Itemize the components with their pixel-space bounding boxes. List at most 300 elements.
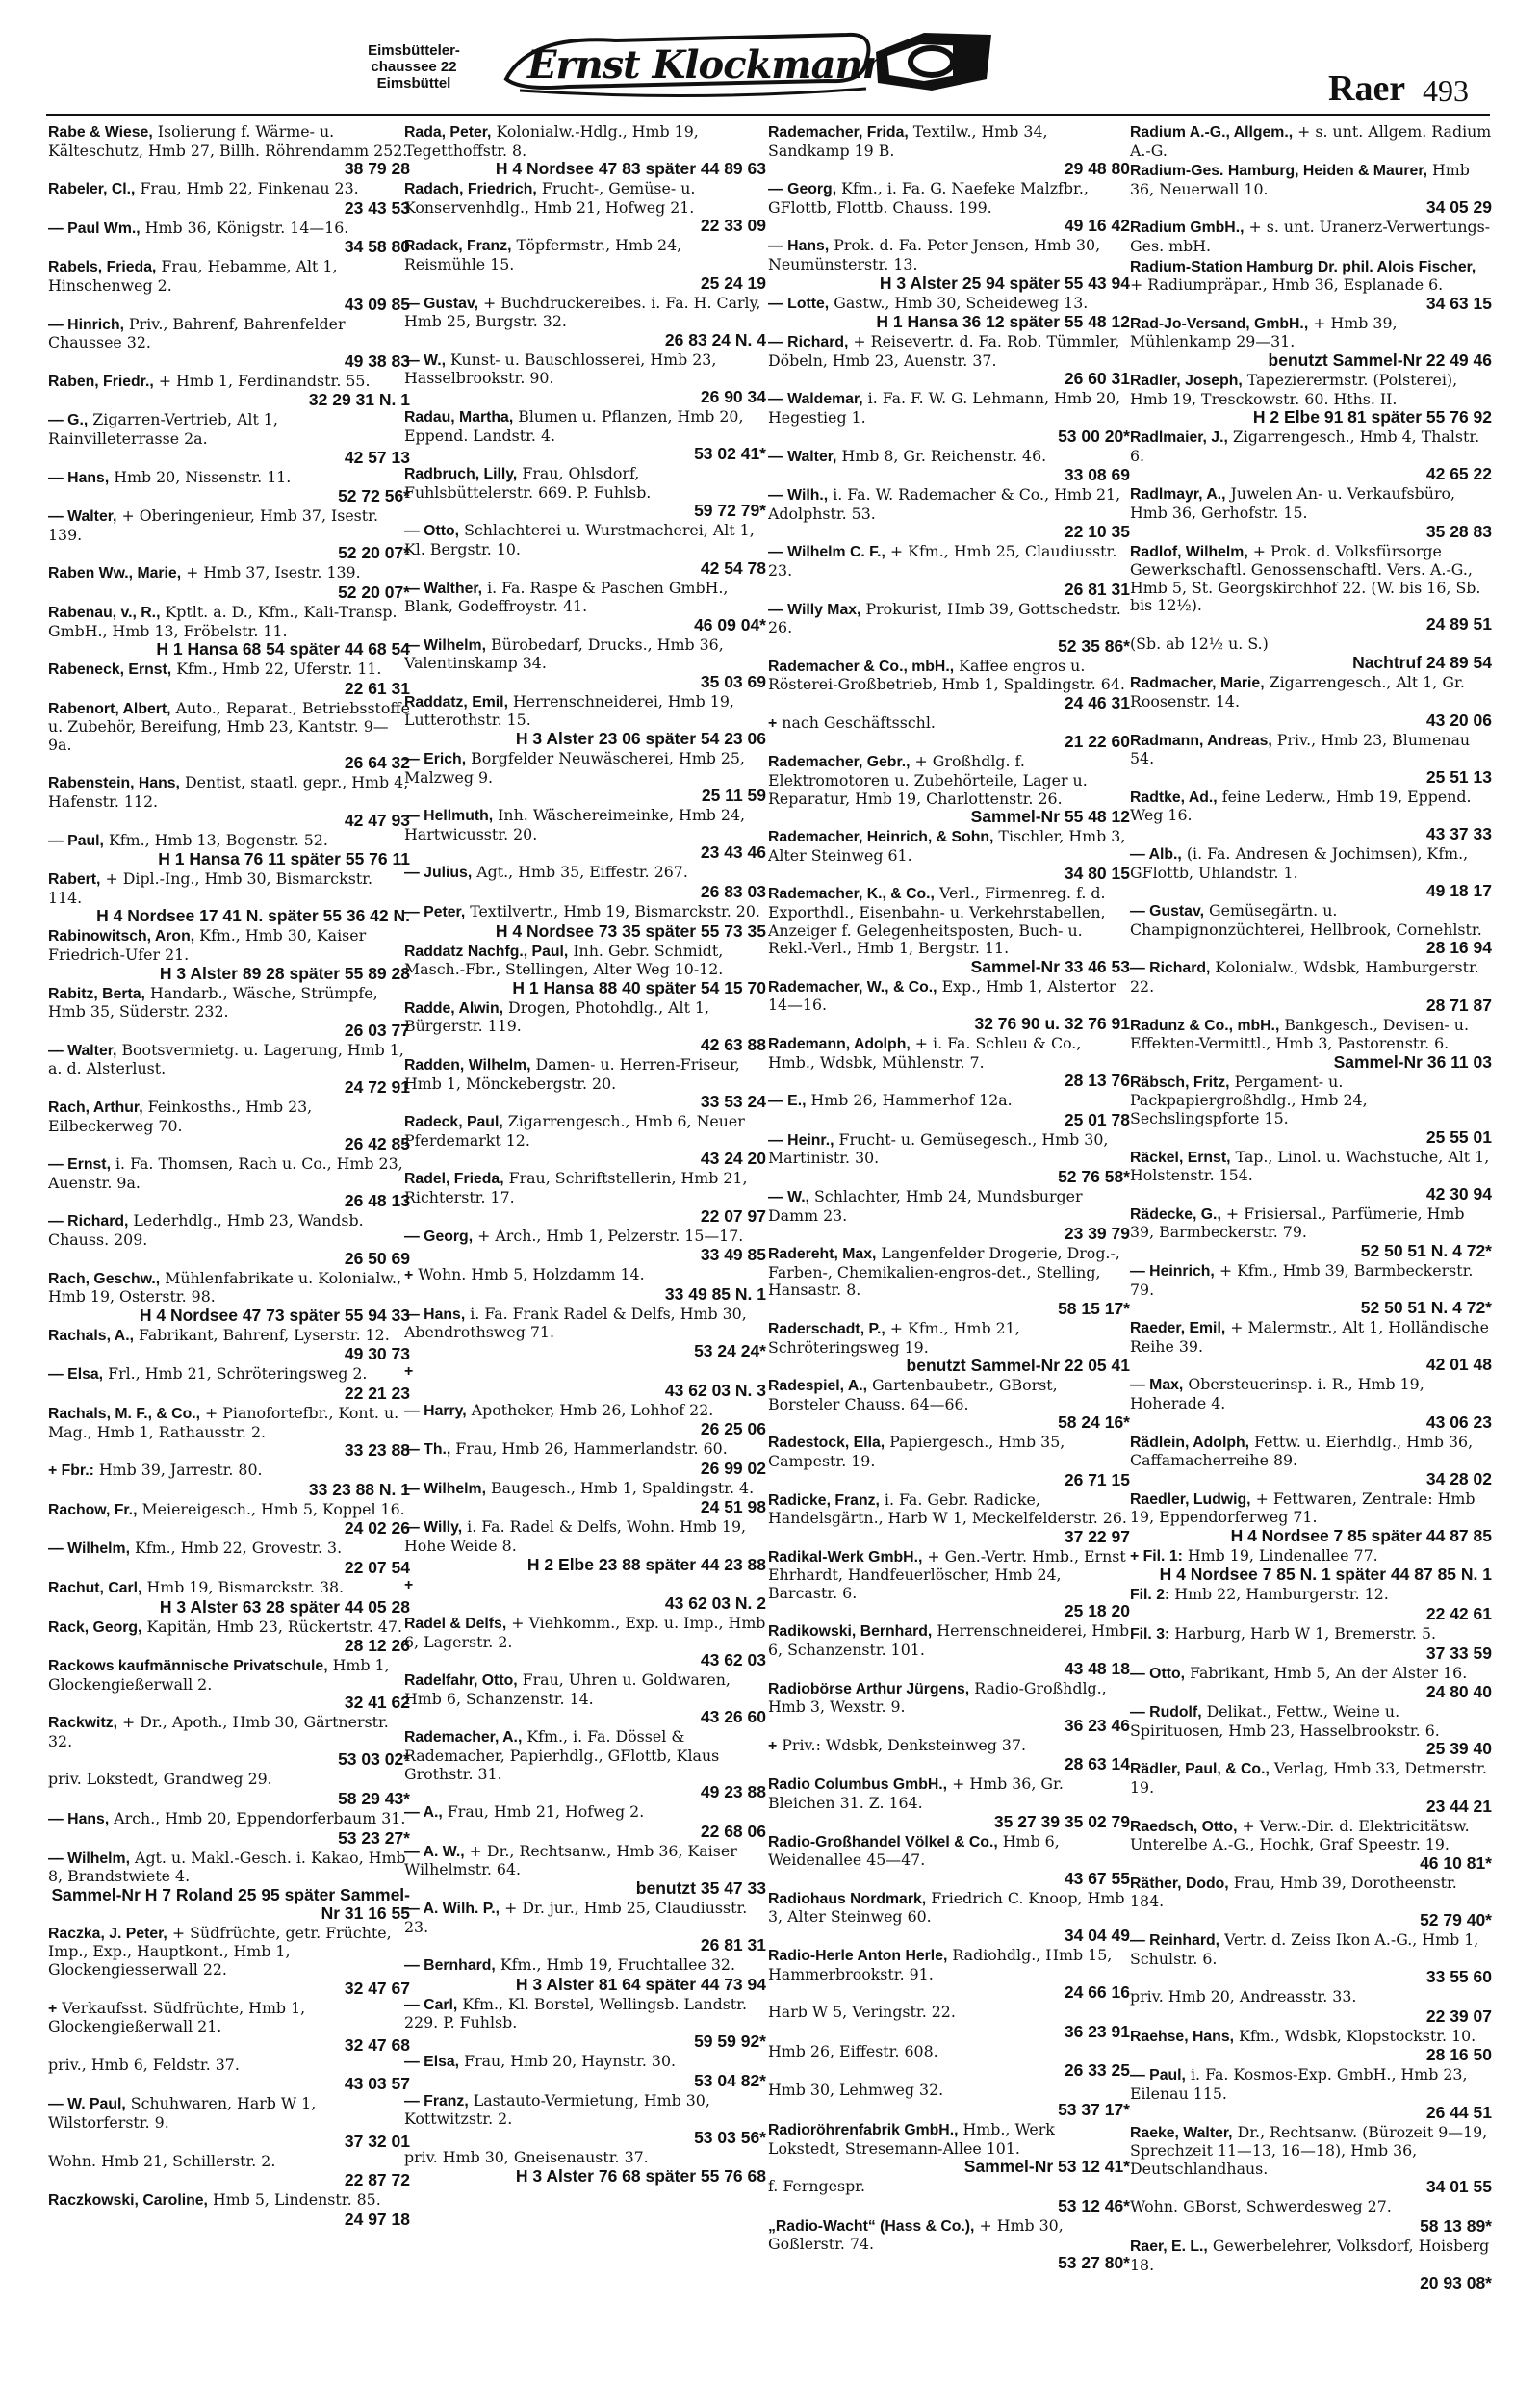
directory-entry bbox=[404, 1615, 766, 1669]
entry-details: Frau, Schriftstellerin, Hmb 21, Richterstr. 17. bbox=[404, 1169, 748, 1206]
entry-details: + Oberingenieur, Hmb 37, Isestr. 139. bbox=[48, 506, 378, 544]
entry-phone: 52 35 86* bbox=[1058, 635, 1130, 656]
entry-name: Raer, E. L., bbox=[1130, 2238, 1208, 2255]
entry-phone: 42 54 78 bbox=[700, 557, 766, 578]
entry-name: Rackows kaufmännische Privatschule, bbox=[48, 1658, 328, 1675]
entry-name: Radium-Station Hamburg Dr. phil. Alois Fischer, bbox=[1130, 258, 1476, 275]
entry-details: + Dr. jur., Hmb 25, Claudiusstr. 23. bbox=[404, 1899, 748, 1936]
entry-phone: 22 33 09 bbox=[700, 216, 766, 236]
directory-entry bbox=[768, 2121, 1130, 2176]
directory-entry bbox=[404, 903, 766, 941]
directory-entry bbox=[404, 1843, 766, 1898]
entry-phone: Sammel-Nr 55 48 12 bbox=[970, 807, 1130, 827]
directory-entry bbox=[1130, 2238, 1492, 2292]
entry-name: Radmacher, Marie, bbox=[1130, 675, 1265, 692]
entry-phone: H 3 Alster 23 06 später 54 23 06 bbox=[515, 729, 766, 749]
entry-phone: 25 11 59 bbox=[701, 786, 766, 806]
directory-entry bbox=[1130, 1319, 1492, 1374]
entry-details: + Hmb 30, Goßlerstr. 74. bbox=[768, 2215, 1064, 2254]
entry-details: Kfm., Hmb 22, Grovestr. 3. bbox=[135, 1539, 343, 1558]
entry-name: + Fil. 1: bbox=[1130, 1547, 1183, 1565]
directory-entry bbox=[48, 2191, 410, 2229]
directory-entry bbox=[48, 1771, 410, 1808]
entry-name: Radeck, Paul, bbox=[404, 1114, 503, 1131]
entry-details: i. Fa. Thomsen, Rach u. Co., Hmb 23, Auenstr. 9a. bbox=[48, 1154, 403, 1192]
entry-details: Juwelen An- u. Verkaufsbüro, Hmb 36, Gerhofstr. 15. bbox=[1130, 484, 1456, 522]
directory-entry bbox=[48, 985, 410, 1040]
entry-details: i. Fa. Radel & Delfs, Wohn. Hmb 19, Hohe Weide 8. bbox=[404, 1517, 747, 1555]
entry-name: Radestock, Ella, bbox=[768, 1435, 886, 1452]
entry-name: — Gustav, bbox=[1130, 903, 1204, 920]
advertiser-address bbox=[346, 42, 481, 91]
entry-phone: H 1 Hansa 76 11 später 55 76 11 bbox=[158, 849, 410, 869]
entry-name: — Hans, bbox=[768, 238, 830, 255]
entry-phone: 25 51 13 bbox=[1425, 766, 1492, 787]
entry-details: Inh. Gebr. Schmidt, Masch.-Fbr., Stellingen, Alter Weg 10-12. bbox=[404, 941, 724, 979]
entry-details: + Kfm., Hmb 39, Barmbeckerstr. 79. bbox=[1130, 1260, 1474, 1299]
entry-name: — Ernst, bbox=[48, 1156, 111, 1174]
directory-entry bbox=[1130, 485, 1492, 540]
entry-phone: 25 39 40 bbox=[1425, 1739, 1492, 1759]
entry-name: Radler, Joseph, bbox=[1130, 372, 1243, 389]
entry-name: Radioröhrenfabrik GmbH., bbox=[768, 2121, 959, 2138]
entry-phone: 52 20 07* bbox=[338, 582, 410, 602]
entry-name: Rademacher, A., bbox=[404, 1729, 523, 1747]
directory-entry bbox=[48, 927, 410, 982]
entry-phone: 53 27 80* bbox=[1058, 2252, 1130, 2272]
entry-phone: 42 63 88 bbox=[700, 1035, 766, 1054]
entry-name: Raehse, Hans, bbox=[1130, 2028, 1234, 2045]
entry-details: + Verw.-Dir. d. Elektricitätsw. Unterelbe A.-G., Hochk, Graf Speestr. 19. bbox=[1130, 1816, 1470, 1854]
entry-details: Vertr. d. Zeiss Ikon A.-G., Hmb 1, Schulstr. 6. bbox=[1130, 1930, 1479, 1968]
entry-details: Zigarren-Vertrieb, Alt 1, Rainvilleterrasse 2a. bbox=[48, 410, 278, 448]
entry-phone: 43 03 57 bbox=[344, 2074, 410, 2094]
entry-phone: 53 23 27* bbox=[338, 1827, 410, 1848]
directory-entry bbox=[404, 580, 766, 634]
directory-entry bbox=[768, 978, 1130, 1033]
directory-entry bbox=[768, 2178, 1130, 2215]
directory-entry bbox=[48, 1270, 410, 1325]
entry-phone: 22 21 23 bbox=[344, 1383, 410, 1403]
directory-entry bbox=[768, 2004, 1130, 2041]
entry-name: — Max, bbox=[1130, 1377, 1184, 1394]
entry-details: f. Ferngespr. bbox=[768, 2177, 866, 2196]
entry-name: — Walter, bbox=[48, 1042, 117, 1059]
directory-entry bbox=[404, 123, 766, 178]
entry-name: — Wilhelm, bbox=[48, 1540, 130, 1558]
entry-phone: 22 07 97 bbox=[700, 1205, 766, 1226]
entry-details: + Arch., Hmb 1, Pelzerstr. 15—17. bbox=[477, 1226, 744, 1245]
directory-entry bbox=[48, 1925, 410, 1998]
directory-entry bbox=[1130, 1665, 1492, 1702]
entry-phone: 59 59 92* bbox=[694, 2032, 766, 2051]
entry-name: Rädlein, Adolph, bbox=[1130, 1434, 1250, 1451]
directory-entry bbox=[404, 1671, 766, 1726]
entry-details: Hmb 6, Weidenallee 45—47. bbox=[768, 1831, 1060, 1870]
entry-phone: 53 03 56* bbox=[694, 2127, 766, 2147]
entry-details: Frau, Uhren u. Goldwaren, Hmb 6, Schanzenstr. 14. bbox=[404, 1670, 731, 1708]
entry-name: Raderschadt, P., bbox=[768, 1320, 886, 1337]
entry-phone: 28 13 76 bbox=[1064, 1071, 1130, 1091]
entry-name: Rabinowitsch, Aron, bbox=[48, 928, 195, 945]
entry-phone: Sammel-Nr 36 11 03 bbox=[1333, 1051, 1492, 1072]
entry-name: — Carl, bbox=[404, 1996, 458, 2013]
entry-name: Radlof, Wilhelm, bbox=[1130, 543, 1248, 560]
directory-entry bbox=[768, 543, 1130, 598]
directory-entry bbox=[404, 295, 766, 349]
entry-name: Raczka, J. Peter, bbox=[48, 1925, 167, 1942]
entry-phone: 25 55 01 bbox=[1425, 1126, 1492, 1147]
entry-name: Radio Columbus GmbH., bbox=[768, 1776, 948, 1794]
entry-details: Schlachterei u. Wurstmacherei, Alt 1, Kl. Bergstr. 10. bbox=[404, 521, 755, 558]
directory-entry bbox=[404, 351, 766, 406]
directory-entry bbox=[1130, 543, 1492, 634]
directory-entry bbox=[768, 1548, 1130, 1621]
entry-phone: 26 50 69 bbox=[344, 1248, 410, 1268]
entry-phone: Sammel-Nr 53 12 41* bbox=[963, 2157, 1130, 2177]
entry-details: + Reisevertr. d. Fa. Rob. Tümmler, Döbeln, Hmb 23, Auenstr. 37. bbox=[768, 332, 1120, 370]
entry-name: Radlmayr, A., bbox=[1130, 486, 1226, 504]
directory-entry bbox=[404, 2092, 766, 2147]
directory-entry bbox=[768, 1775, 1130, 1830]
entry-details: Fabrikant, Bahrenf, Lyserstr. 12. bbox=[139, 1325, 390, 1344]
directory-entry bbox=[768, 1188, 1130, 1243]
entry-phone: 42 30 94 bbox=[1425, 1183, 1492, 1204]
entry-phone: H 4 Nordsee 7 85 später 44 87 85 bbox=[1230, 1525, 1492, 1545]
directory-entry bbox=[404, 1402, 766, 1439]
entry-phone: 32 29 31 N. 1 bbox=[308, 390, 410, 410]
directory-entry bbox=[768, 1622, 1130, 1677]
directory-entry bbox=[404, 1266, 766, 1304]
entry-phone: 22 68 06 bbox=[700, 1821, 766, 1841]
directory-column-3 bbox=[768, 123, 1130, 2395]
directory-entry bbox=[404, 465, 766, 520]
entry-details: Pergament- u. Packpapiergroßhdlg., Hmb 24, Sechslingspforte 15. bbox=[1130, 1072, 1368, 1127]
directory-entry bbox=[404, 943, 766, 997]
entry-phone: 49 23 88 bbox=[700, 1782, 766, 1802]
directory-entry bbox=[1130, 2198, 1492, 2236]
entry-phone: 49 30 73 bbox=[344, 1344, 410, 1364]
entry-details: Frl., Hmb 21, Schröteringsweg 2. bbox=[108, 1364, 368, 1384]
entry-phone: 37 22 97 bbox=[1064, 1526, 1130, 1546]
entry-phone: 58 29 43* bbox=[338, 1789, 410, 1809]
entry-phone: 58 15 17* bbox=[1058, 1298, 1130, 1318]
entry-phone: 28 71 87 bbox=[1425, 995, 1492, 1015]
entry-details: Textilvertr., Hmb 19, Bismarckstr. 20. bbox=[470, 902, 760, 921]
entry-name: Raben, Friedr., bbox=[48, 373, 154, 390]
entry-name: — Paul, bbox=[1130, 2067, 1186, 2084]
entry-phone: 24 89 51 bbox=[1425, 613, 1492, 634]
entry-phone: H 1 Hansa 68 54 später 44 68 54 bbox=[156, 639, 410, 660]
entry-name: — Willy Max, bbox=[768, 601, 861, 618]
entry-name: Raczkowski, Caroline, bbox=[48, 2192, 208, 2210]
directory-entry bbox=[48, 2057, 410, 2094]
directory-entry bbox=[48, 123, 410, 178]
entry-details: Töpfermstr., Hmb 24, Reismühle 15. bbox=[404, 236, 682, 273]
directory-entry bbox=[768, 123, 1130, 178]
entry-phone: 35 27 39 35 02 79 bbox=[993, 1811, 1130, 1831]
entry-name: Radio-Großhandel Völkel & Co., bbox=[768, 1833, 998, 1851]
entry-details: Hmb 26, Eiffestr. 608. bbox=[768, 2041, 938, 2060]
entry-name: Raddatz, Emil, bbox=[404, 693, 508, 711]
entry-name: Raedler, Ludwig, bbox=[1130, 1490, 1251, 1508]
directory-entry bbox=[404, 1996, 766, 2051]
entry-phone: 23 43 46 bbox=[700, 842, 766, 863]
entry-name: — Waldemar, bbox=[768, 391, 863, 408]
entry-phone: 22 10 35 bbox=[1064, 522, 1130, 542]
entry-name: Räckel, Ernst, bbox=[1130, 1149, 1231, 1166]
entry-name: Rabenort, Albert, bbox=[48, 700, 171, 717]
entry-name: — Hinrich, bbox=[48, 316, 124, 333]
entry-name: — Lotte, bbox=[768, 295, 830, 312]
entry-details: Frau, Hmb 20, Haynstr. 30. bbox=[464, 2052, 677, 2070]
entry-phone: 24 46 31 bbox=[1064, 692, 1130, 712]
entry-details: + Frisiersal., Parfümerie, Hmb 39, Barmbeckerstr. 79. bbox=[1130, 1204, 1465, 1242]
entry-details: + s. unt. Allgem. Radium A.-G. bbox=[1130, 123, 1492, 160]
directory-entry bbox=[404, 1480, 766, 1517]
entry-phone: 34 01 55 bbox=[1425, 2177, 1492, 2197]
entry-phone: H 3 Alster 76 68 später 55 76 68 bbox=[515, 2166, 766, 2187]
directory-entry bbox=[404, 2149, 766, 2187]
directory-entry bbox=[48, 832, 410, 869]
entry-name: Rademacher, Heinrich, & Sohn, bbox=[768, 829, 994, 846]
entry-details: + Hmb 37, Isestr. 139. bbox=[186, 563, 361, 582]
directory-entry bbox=[404, 1056, 766, 1111]
entry-details: Hmb 36, Königstr. 14—16. bbox=[144, 218, 349, 237]
entry-name: — Harry, bbox=[404, 1402, 467, 1419]
entry-phone: 43 24 20 bbox=[700, 1149, 766, 1169]
entry-details: Blumen u. Pflanzen, Hmb 20, Eppend. Landstr. 4. bbox=[404, 406, 744, 445]
entry-details: Baugesch., Hmb 1, Spaldingstr. 4. bbox=[491, 1478, 755, 1497]
directory-entry bbox=[404, 1518, 766, 1573]
directory-entry bbox=[1130, 1988, 1492, 2026]
directory-entry bbox=[404, 408, 766, 463]
directory-entry bbox=[48, 1540, 410, 1577]
directory-entry bbox=[768, 1890, 1130, 1945]
entry-phone: 36 23 91 bbox=[1064, 2021, 1130, 2041]
entry-details: Hmb 19, Bismarckstr. 38. bbox=[146, 1577, 345, 1596]
directory-entry bbox=[48, 660, 410, 698]
directory-entry bbox=[768, 1491, 1130, 1546]
entry-phone: 32 76 90 u. 32 76 91 bbox=[974, 1014, 1130, 1033]
entry-name: — E., bbox=[768, 1093, 807, 1110]
page-header bbox=[0, 0, 1540, 116]
entry-name: — Georg, bbox=[768, 181, 837, 198]
entry-name: Rabenau, v., R., bbox=[48, 604, 161, 621]
directory-entry bbox=[1130, 845, 1492, 900]
entry-details: Verkaufsst. Südfrüchte, Hmb 1, Glockengießerwall 21. bbox=[48, 1998, 306, 2036]
entry-phone: 52 50 51 N. 4 72* bbox=[1360, 1298, 1492, 1318]
entry-name: — Th., bbox=[404, 1441, 451, 1459]
entry-name: — Bernhard, bbox=[404, 1957, 496, 1975]
header-rule bbox=[46, 114, 1490, 116]
entry-name: — Hans, bbox=[48, 469, 110, 486]
directory-entry bbox=[768, 1737, 1130, 1774]
entry-name: Rachut, Carl, bbox=[48, 1579, 142, 1596]
entry-details: Kptlt. a. D., Kfm., Kali-Transp. GmbH., Hmb 13, Fröbelstr. 11. bbox=[48, 602, 398, 640]
entry-details: + Hmb 39, Mühlenkamp 29—31. bbox=[1130, 313, 1398, 351]
entry-name: — Rudolf, bbox=[1130, 1704, 1202, 1721]
entry-name: Rad-Jo-Versand, GmbH., bbox=[1130, 315, 1309, 332]
entry-details: Langenfelder Drogerie, Drog.-, Farben-, Chemikalien-engros-det., Stelling, Hansastr. 8. bbox=[768, 1244, 1120, 1300]
entry-phone: 24 02 26 bbox=[344, 1518, 410, 1539]
entry-phone: 37 33 59 bbox=[1425, 1643, 1492, 1663]
entry-name: — Hans, bbox=[404, 1306, 466, 1323]
entry-phone: H 4 Nordsee 7 85 N. 1 später 44 87 85 N. 1 bbox=[1159, 1565, 1492, 1585]
entry-details: Herrenschneiderei, Hmb 19, Lutterothstr. 15. bbox=[404, 691, 734, 730]
entry-details: i. Fa. Gebr. Radicke, Handelsgärtn., Harb W 1, Meckelfelderstr. 26. bbox=[768, 1489, 1127, 1528]
entry-phone: 23 39 79 bbox=[1064, 1224, 1130, 1244]
entry-details: Kfm., Wdsbk, Klopstockstr. 10. bbox=[1239, 2026, 1476, 2045]
directory-entry bbox=[404, 1113, 766, 1168]
entry-phone: 26 83 03 bbox=[700, 882, 766, 902]
entry-name: Radiobörse Arthur Jürgens, bbox=[768, 1680, 970, 1697]
entry-details: Feinkosths., Hmb 23, Eilbeckerweg 70. bbox=[48, 1098, 313, 1135]
entry-details: Wohn. Hmb 5, Holzdamm 14. bbox=[418, 1265, 645, 1284]
entry-phone: 24 97 18 bbox=[344, 2209, 410, 2229]
entry-phone: 24 72 91 bbox=[344, 1077, 410, 1097]
directory-entry bbox=[48, 316, 410, 371]
entry-phone: 28 63 14 bbox=[1064, 1754, 1130, 1774]
entry-details: + i. Fa. Schleu & Co., Hmb., Wdsbk, Mühlenstr. 7. bbox=[768, 1034, 1082, 1072]
entry-details: nach Geschäftsschl. bbox=[782, 712, 936, 732]
directory-entry bbox=[48, 1327, 410, 1364]
directory-entry bbox=[404, 1728, 766, 1801]
directory-entry bbox=[768, 180, 1130, 235]
entry-phone: 33 23 88 bbox=[344, 1440, 410, 1461]
directory-entry bbox=[768, 333, 1130, 388]
directory-entry bbox=[48, 373, 410, 410]
entry-phone: 46 10 81* bbox=[1420, 1852, 1492, 1873]
entry-details: Frau, Hebamme, Alt 1, Hinschenweg 2. bbox=[48, 257, 338, 295]
directory-entry bbox=[48, 1714, 410, 1769]
entry-phone: 28 16 94 bbox=[1425, 938, 1492, 958]
entry-name: — Franz, bbox=[404, 2092, 469, 2109]
directory-entry bbox=[404, 864, 766, 901]
entry-details: Kapitän, Hmb 23, Rückertstr. 47. bbox=[146, 1617, 403, 1636]
entry-details: Gemüsegärtn. u. Champignonzüchterei, Hellbrook, Cornehlstr. bbox=[1130, 901, 1482, 939]
entry-details: Radiohdlg., Hmb 15, Hammerbrookstr. 91. bbox=[768, 1946, 1113, 1983]
directory-entry bbox=[404, 636, 766, 691]
entry-details: Hmb 19, Lindenallee 77. bbox=[1187, 1545, 1378, 1565]
entry-details: (i. Fa. Andresen & Jochimsen), Kfm., GFlottb, Uhlandstr. 1. bbox=[1130, 844, 1469, 882]
entry-details: Frau, Hmb 39, Dorotheenstr. 184. bbox=[1130, 1873, 1457, 1911]
entry-phone: Sammel-Nr 33 46 53 bbox=[970, 956, 1130, 976]
directory-entry bbox=[1130, 428, 1492, 483]
entry-phone: H 3 Alster 81 64 später 44 73 94 bbox=[515, 1974, 766, 1994]
entry-details: priv. Hmb 30, Gneisenaustr. 37. bbox=[404, 2147, 649, 2166]
directory-entry bbox=[404, 1362, 766, 1400]
directory-entry bbox=[48, 1099, 410, 1153]
entry-name: — A. W., bbox=[404, 1843, 465, 1860]
entry-phone: 26 44 51 bbox=[1425, 2102, 1492, 2122]
entry-name: + bbox=[404, 1267, 414, 1284]
directory-entry bbox=[768, 486, 1130, 541]
entry-phone: 29 48 80 bbox=[1064, 159, 1130, 179]
entry-phone: 33 49 85 N. 1 bbox=[664, 1283, 766, 1304]
entry-phone: 26 81 31 bbox=[700, 1935, 766, 1955]
entry-phone: 34 63 15 bbox=[1425, 293, 1492, 313]
directory-entry bbox=[404, 2053, 766, 2090]
entry-name: — Julius, bbox=[404, 865, 473, 882]
entry-phone: 38 79 28 bbox=[344, 159, 410, 179]
entry-phone: 22 07 54 bbox=[344, 1557, 410, 1577]
address-line: chaussee 22 bbox=[371, 59, 457, 75]
directory-entry bbox=[48, 469, 410, 506]
entry-details: Isolierung f. Wärme- u. Kälteschutz, Hmb 27, Billh. Röhrendamm 252. bbox=[48, 123, 408, 160]
entry-name: Raeder, Emil, bbox=[1130, 1320, 1226, 1337]
entry-name: Radio-Herle Anton Herle, bbox=[768, 1948, 948, 1964]
entry-details: i. Fa. Frank Radel & Delfs, Hmb 30, Abendrothsweg 71. bbox=[404, 1304, 747, 1342]
entry-phone: 49 16 42 bbox=[1064, 216, 1130, 236]
entry-phone: 25 24 19 bbox=[700, 272, 766, 293]
entry-phone: 23 44 21 bbox=[1425, 1796, 1492, 1816]
entry-details: Dentist, staatl. gepr., Hmb 4, Hafenstr. 112. bbox=[48, 773, 409, 812]
directory-entry bbox=[48, 507, 410, 562]
entry-details: Prokurist, Hmb 39, Gottschedstr. 26. bbox=[768, 599, 1121, 637]
entry-name: Rädecke, G., bbox=[1130, 1205, 1221, 1223]
entry-details: + Hmb 1, Ferdinandstr. 55. bbox=[158, 371, 371, 390]
directory-entry bbox=[768, 753, 1130, 826]
entry-name: — Otto, bbox=[1130, 1665, 1186, 1682]
entry-phone: 53 37 17* bbox=[1058, 2099, 1130, 2119]
entry-phone: H 3 Alster 25 94 später 55 43 94 bbox=[879, 272, 1130, 293]
entry-details: + Kfm., Hmb 25, Claudiusstr. 23. bbox=[768, 542, 1117, 580]
entry-details: Kolonialw., Wdsbk, Hamburgerstr. 22. bbox=[1130, 958, 1479, 996]
entry-details: Priv., Hmb 23, Blumenau 54. bbox=[1130, 730, 1471, 768]
entry-name: — Heinr., bbox=[768, 1131, 834, 1149]
directory-entry bbox=[48, 411, 410, 466]
entry-name: Rademann, Adolph, bbox=[768, 1036, 911, 1052]
entry-details: Hmb 30, Lehmweg 32. bbox=[768, 2081, 944, 2100]
entry-details: Zigarrengesch., Hmb 4, Thalstr. 6. bbox=[1130, 427, 1480, 465]
entry-name: Rademacher, Frida, bbox=[768, 124, 909, 141]
entry-details: + Fettwaren, Zentrale: Hmb 19, Eppendorferweg 71. bbox=[1130, 1488, 1476, 1527]
entry-name: Radbruch, Lilly, bbox=[404, 466, 518, 483]
entry-details: Meiereigesch., Hmb 5, Koppel 16. bbox=[141, 1499, 405, 1518]
entry-phone: 35 03 69 bbox=[700, 671, 766, 691]
entry-phone: 42 01 48 bbox=[1425, 1355, 1492, 1375]
entry-details: Kfm., Hmb 13, Bogenstr. 52. bbox=[108, 830, 328, 849]
entry-details: Hmb 36, Neuerwall 10. bbox=[1130, 161, 1470, 198]
entry-phone: 22 39 07 bbox=[1425, 2006, 1492, 2026]
directory-entry bbox=[404, 1306, 766, 1360]
entry-phone: 53 03 02* bbox=[338, 1749, 410, 1770]
directory-entry bbox=[404, 1440, 766, 1478]
directory-entry bbox=[1130, 1262, 1492, 1317]
directory-entry bbox=[768, 1377, 1130, 1432]
entry-details: Zigarrengesch., Alt 1, Gr. Roosenstr. 14. bbox=[1130, 673, 1465, 712]
entry-details: Bootsvermietg. u. Lagerung, Hmb 1, a. d. Alsterlust. bbox=[48, 1040, 404, 1078]
entry-phone: 25 18 20 bbox=[1064, 1601, 1130, 1621]
directory-entry bbox=[48, 1579, 410, 1617]
entry-details: Hmb 20, Nissenstr. 11. bbox=[114, 467, 292, 486]
entry-name: Rackwitz, bbox=[48, 1715, 117, 1732]
entry-details: Hmb 1, Glockengießerwall 2. bbox=[48, 1656, 390, 1694]
directory-entry bbox=[1130, 1149, 1492, 1204]
directory-entry bbox=[768, 885, 1130, 975]
entry-name: + bbox=[768, 714, 778, 732]
entry-name: — Alb., bbox=[1130, 846, 1182, 864]
entry-phone: 43 09 85 bbox=[344, 294, 410, 314]
entry-phone: 42 47 93 bbox=[344, 810, 410, 830]
directory-entry bbox=[404, 237, 766, 292]
entry-phone: 22 87 72 bbox=[344, 2170, 410, 2190]
directory-entry bbox=[1130, 1586, 1492, 1623]
entry-phone: 43 06 23 bbox=[1425, 1411, 1492, 1432]
entry-details: + Radiumpräpar., Hmb 36, Esplanade 6. bbox=[1130, 275, 1444, 295]
entry-name: Rach, Geschw., bbox=[48, 1270, 161, 1287]
